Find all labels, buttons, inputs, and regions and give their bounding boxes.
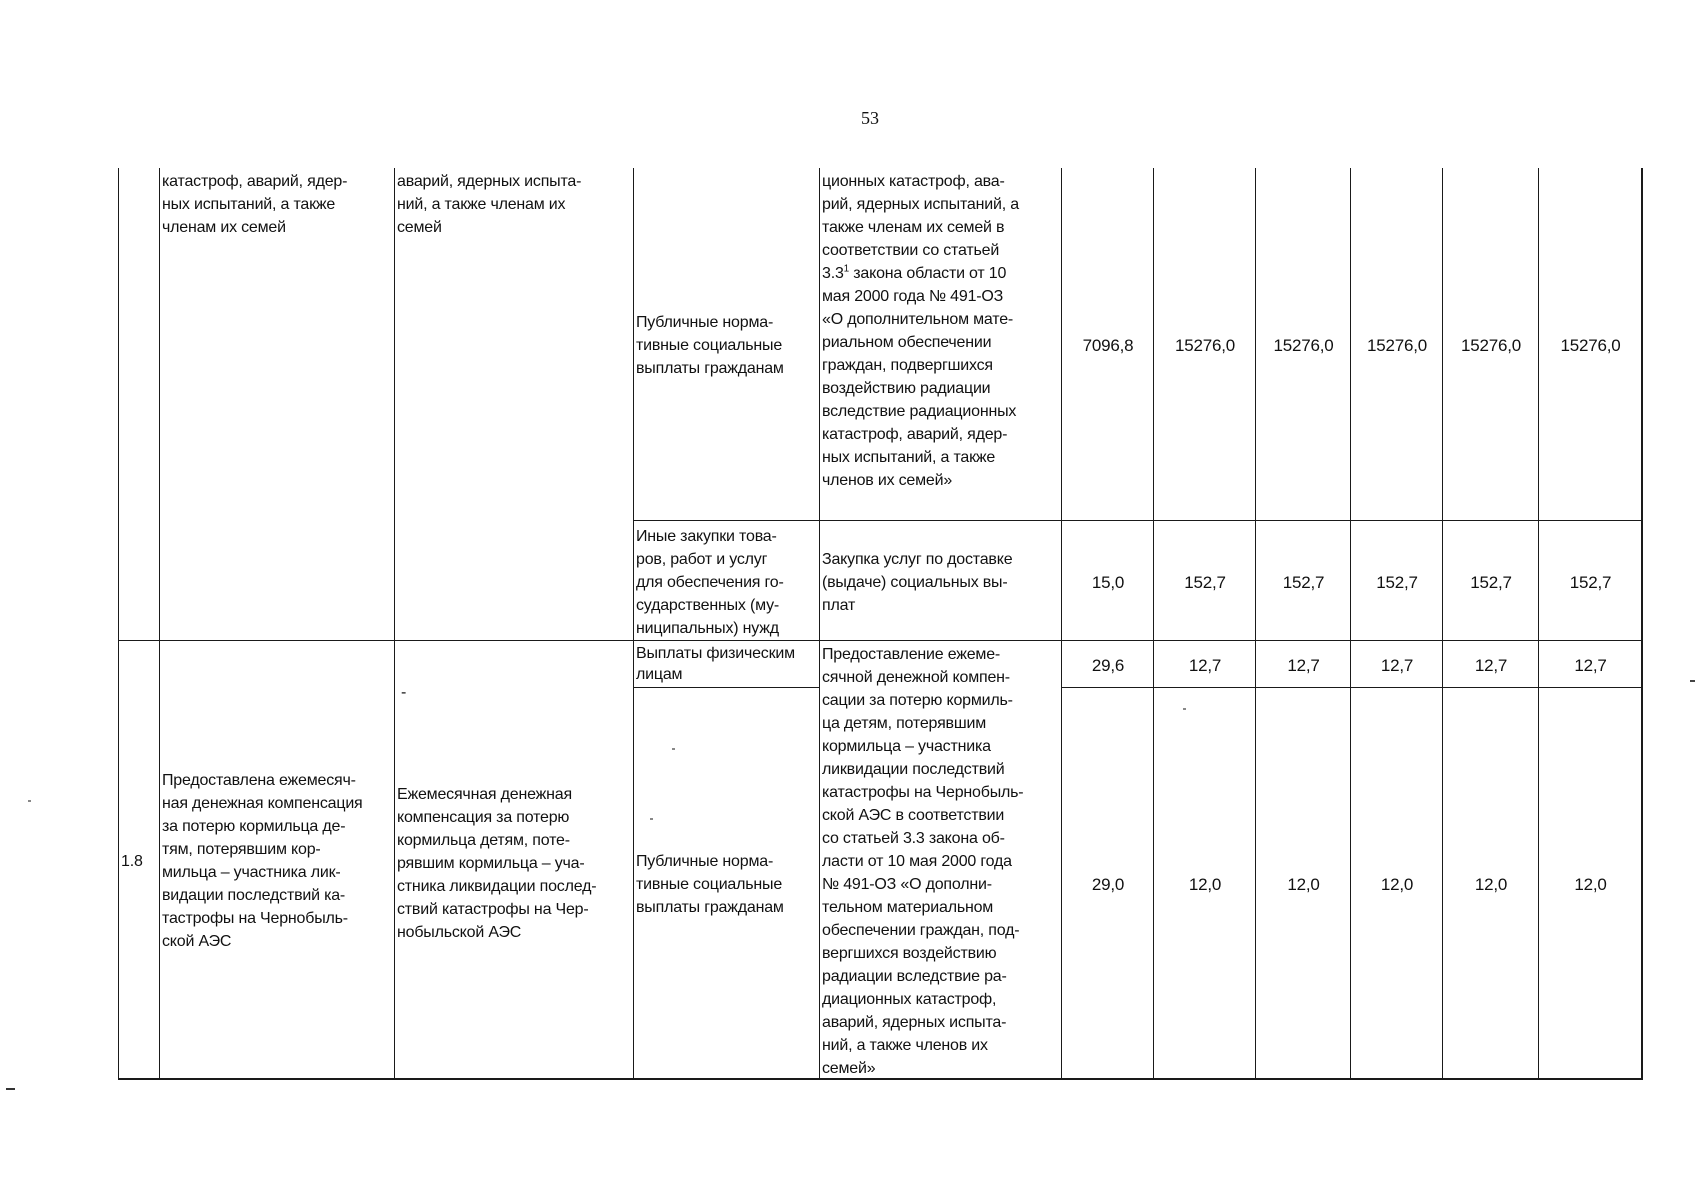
expense-kind-cell	[633, 687, 820, 1079]
value-text: 12,0	[1574, 875, 1607, 894]
value-cell	[1153, 168, 1256, 521]
value-cell	[1255, 168, 1351, 521]
value-cell	[1255, 520, 1351, 641]
scan-artifact	[1183, 708, 1186, 710]
scan-artifact	[650, 818, 653, 820]
measure-dash: -	[401, 684, 407, 701]
value-text: 152,7	[1376, 572, 1418, 592]
expense-kind-text: Публичные норма- тивные социальные выплаты гражданам	[636, 314, 784, 377]
legal-basis-cell	[819, 640, 1062, 1079]
value-text: 12,7	[1287, 656, 1320, 675]
scan-artifact	[672, 748, 675, 750]
value-cell	[1442, 640, 1539, 688]
value-text: 29,0	[1091, 875, 1125, 894]
value-text: 12,0	[1474, 875, 1508, 894]
measure-cell	[394, 640, 634, 1079]
value-text: 15276,0	[1366, 336, 1428, 355]
value-cell	[1350, 640, 1443, 688]
value-text: 12,7	[1474, 656, 1508, 675]
expense-kind-text: Публичные норма- тивные социальные выплаты гражданам	[636, 853, 784, 916]
footnote-superscript: 1	[843, 263, 850, 275]
value-cell	[1350, 687, 1443, 1079]
expense-kind-cell	[633, 640, 820, 688]
value-cell	[1153, 687, 1256, 1079]
value-text: 7096,8	[1082, 336, 1134, 355]
value-cell	[1061, 640, 1154, 688]
table-bottom-border	[118, 1078, 1642, 1080]
value-text: 15276,0	[1560, 336, 1621, 355]
legal-basis-cell	[819, 168, 1062, 521]
value-text: 152,7	[1470, 572, 1512, 592]
value-text: 15276,0	[1273, 336, 1334, 355]
value-text: 12,0	[1287, 875, 1320, 894]
value-cell	[1538, 168, 1642, 521]
value-cell	[1153, 640, 1256, 688]
value-cell	[1350, 520, 1443, 641]
value-text: 29,6	[1091, 656, 1125, 675]
row-number-cell-empty	[118, 168, 160, 641]
value-text: 15276,0	[1174, 336, 1236, 355]
expense-kind-cell	[633, 520, 820, 641]
expense-kind-text: Выплаты физическим лицам	[636, 645, 795, 683]
result-cell	[159, 640, 395, 1079]
value-cell	[1350, 168, 1443, 521]
value-text: 12,0	[1380, 875, 1414, 894]
value-cell	[1061, 687, 1154, 1079]
legal-basis-text: ционных катастроф, ава- рий, ядерных испытаний, а также членам их семей в соответствии со статьей $3.3^1$ закона области от 10 мая 2000 года № 491-ОЗ «О дополнительном мате- риальном обеспечении граждан, подвергшихся воздействию радиации вследствие радиационных катастроф, аварий, ядер- ных испытаний, а также членов их семей»	[822, 173, 1019, 489]
legal-basis-text: Закупка услуг по доставке (выдаче) социальных вы- плат	[822, 550, 1013, 614]
value-text: 15276,0	[1460, 336, 1522, 355]
expense-kind-cell	[633, 168, 820, 521]
value-cell	[1255, 640, 1351, 688]
legal-basis-cell	[819, 520, 1062, 641]
value-cell	[1442, 168, 1539, 521]
value-cell	[1538, 687, 1642, 1079]
result-text: Предоставлена ежемесяч- ная денежная компенсация за потерю кормильца де- тям, потерявшим кор- мильца – участника лик- видации последствий ка- тастрофы на Чернобыль- ской АЭС	[162, 772, 363, 950]
value-cell	[1442, 687, 1539, 1079]
scan-artifact	[6, 1088, 15, 1090]
row-number-cell	[118, 640, 160, 1079]
measure-text: Ежемесячная денежная компенсация за потерю кормильца детям, поте- рявшим кормильца – уча- стника ликвидации послед- ствий катастрофы на Чер- нобыльской АЭС	[397, 786, 597, 941]
value-text: 12,7	[1380, 656, 1414, 675]
value-cell	[1538, 520, 1642, 641]
value-text: 12,7	[1188, 656, 1222, 675]
value-text: 152,7	[1282, 572, 1325, 592]
value-text: 152,7	[1184, 572, 1226, 592]
value-cell	[1442, 520, 1539, 641]
value-text: 15,0	[1091, 572, 1125, 592]
row-number: 1.8	[121, 852, 143, 870]
measure-cell	[394, 168, 634, 641]
result-cell	[159, 168, 395, 641]
value-cell	[1061, 520, 1154, 641]
scan-artifact	[28, 800, 31, 802]
value-cell	[1255, 687, 1351, 1079]
expense-kind-text: Иные закупки това- ров, работ и услуг для обеспечения го- сударственных (му- ниципальных) нужд	[636, 527, 784, 637]
table-right-border	[1641, 168, 1643, 1080]
value-cell	[1153, 520, 1256, 641]
scan-artifact	[1690, 680, 1695, 682]
value-cell	[1538, 640, 1642, 688]
value-text: 12,0	[1188, 875, 1222, 894]
legal-basis-text: Предоставление ежеме- сячной денежной компен- сации за потерю кормиль- ца детям, потерявшим кормильца – участника ликвидации последствий катастрофы на Чернобыль- ской АЭС в соответствии со статьей 3.3 закона об- ласти от 10 мая 2000 года № 491-ОЗ «О дополни- тельном материальном обеспечении граждан, под- вергшихся воздействию радиации вследствие ра- диационных катастроф, аварий, ядерных испыта- ний, а также членов их семей»	[822, 646, 1024, 1077]
result-text: катастроф, аварий, ядер- ных испытаний, а также членам их семей	[162, 173, 348, 236]
value-text: 12,7	[1574, 656, 1607, 675]
value-text: 152,7	[1569, 572, 1612, 592]
measure-text: аварий, ядерных испыта- ний, а также членам их семей	[397, 173, 582, 236]
page-number: 53	[861, 108, 879, 128]
value-cell	[1061, 168, 1154, 521]
